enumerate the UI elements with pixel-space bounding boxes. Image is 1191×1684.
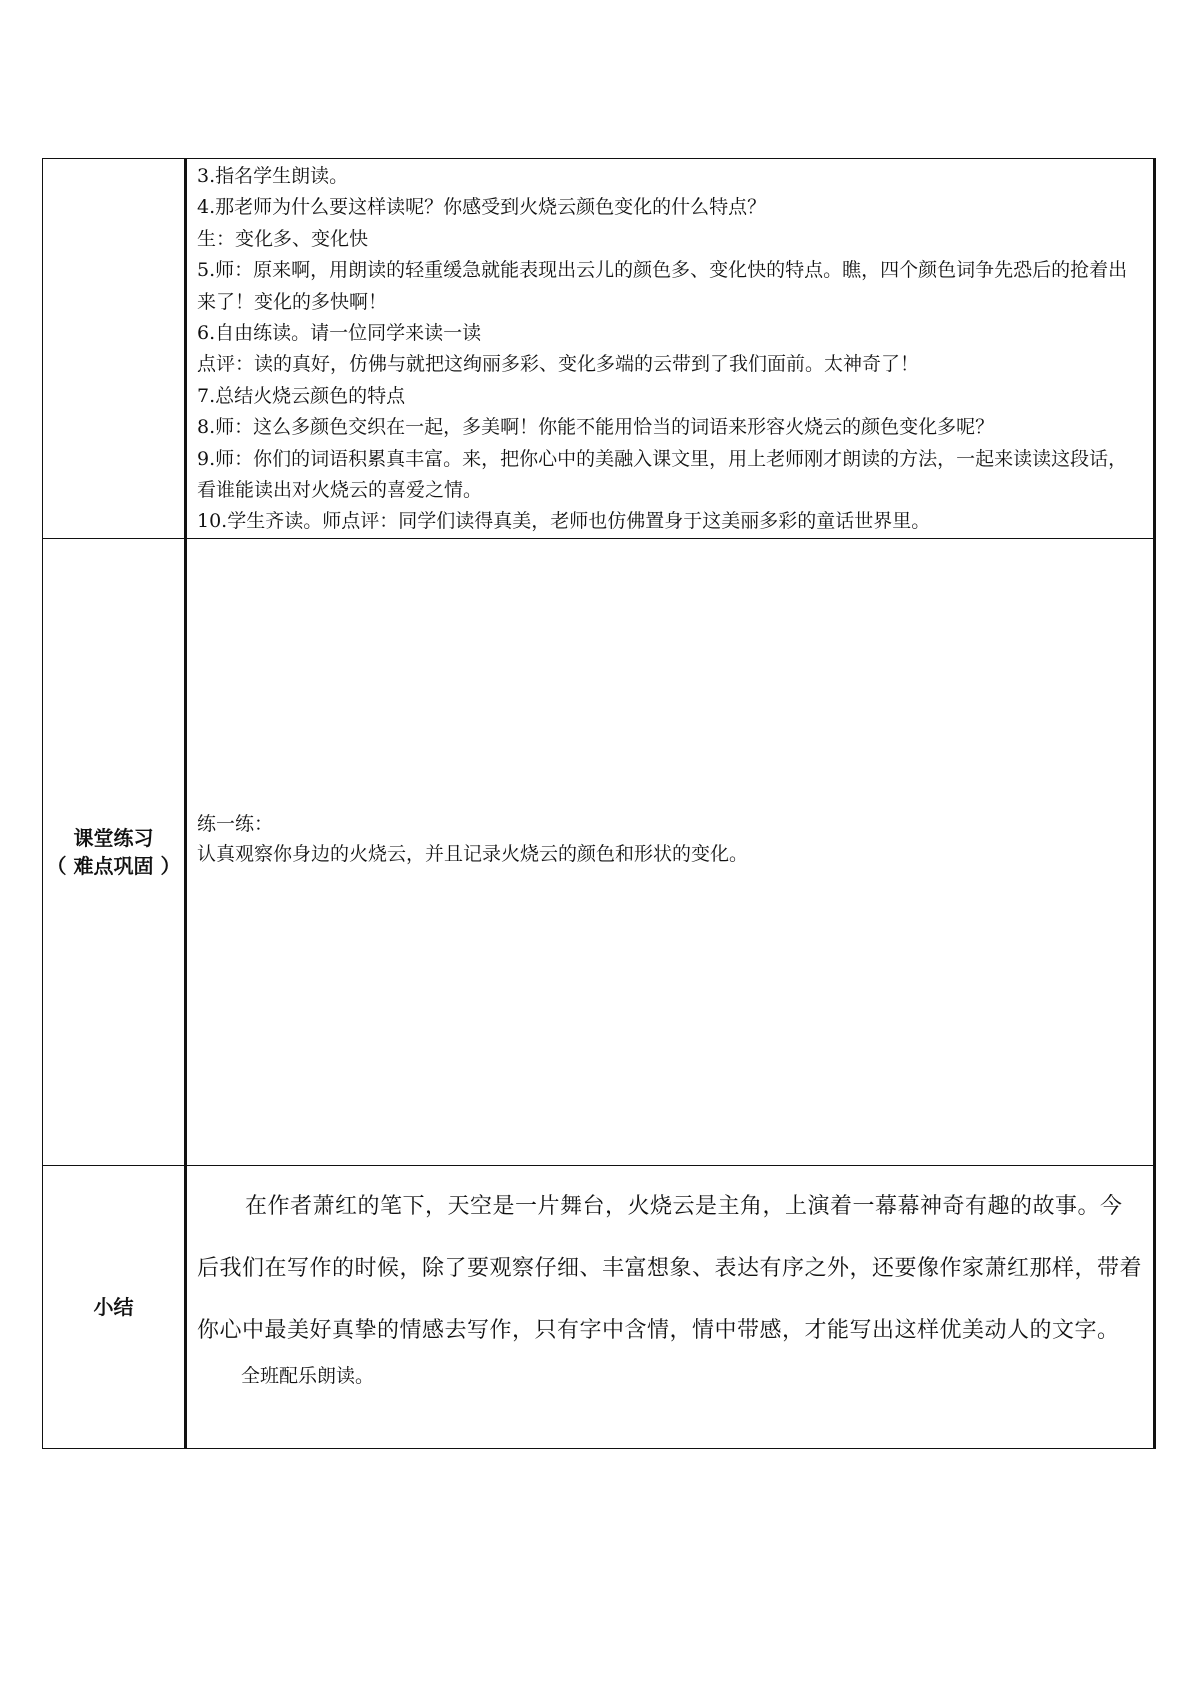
teaching-steps-row [43,159,1155,539]
step-item: 7.总结火烧云颜色的特点 [197,384,406,407]
step-item: 生：变化多、变化快 [197,227,369,250]
lesson-plan-table [42,158,1156,1449]
step-item: 10.学生齐读。师点评：同学们读得真美，老师也仿佛置身于这美丽多彩的童话世界里。 [197,510,931,533]
summary-text: 在作者萧红的笔下，天空是一片舞台，火烧云是主角，上演着一幕幕神奇有趣的故事。今后我们在写作的时候，除了要观察仔细、丰富想象、表达有序之外，还要像作家萧红那样，带着你心中最美好真挚的情感去写作，只有字中含情，情中带感，才能写出这样优美动人的文字。 [197,1193,1143,1343]
step-item: 6.自由练读。请一位同学来读一读 [197,322,482,345]
step-item: 5.师：原来啊，用朗读的轻重缓急就能表现出云儿的颜色多、变化快的特点。瞧，四个颜色词争先恐后的抢着出来了！变化的多快啊！ [197,259,1128,313]
practice-title: 练一练： [197,812,274,835]
practice-label-cell [43,538,186,1165]
summary-cell [186,1165,1155,1448]
summary-label: 小结 [93,1294,134,1319]
summary-row [43,1165,1155,1448]
practice-row [43,538,1155,1165]
step-item: 3.指名学生朗读。 [197,165,349,187]
step-item: 9.师：你们的词语积累真丰富。来，把你心中的美融入课文里，用上老师刚才朗读的方法，一起来读读这段话，看谁能读出对火烧云的喜爱之情。 [197,447,1128,502]
practice-cell [186,538,1155,1165]
practice-label: 课堂练习 [73,825,154,850]
step-item: 4.那老师为什么要这样读呢？你感受到火烧云颜色变化的什么特点？ [197,196,767,219]
practice-sublabel: （ 难点巩固 ） [46,853,181,878]
practice-task: 认真观察你身边的火烧云，并且记录火烧云的颜色和形状的变化。 [197,842,749,865]
summary-label-cell [43,1165,186,1448]
teaching-steps-list [187,159,1153,538]
teaching-steps-label-cell [43,159,186,539]
step-item: 点评：读的真好，仿佛与就把这绚丽多彩、变化多端的云带到了我们面前。太神奇了！ [197,353,920,376]
summary-closing: 全班配乐朗读。 [241,1364,375,1387]
teaching-steps-cell [186,159,1155,539]
step-item: 8.师：这么多颜色交织在一起，多美啊！你能不能用恰当的词语来形容火烧云的颜色变化多呢？ [197,416,995,439]
